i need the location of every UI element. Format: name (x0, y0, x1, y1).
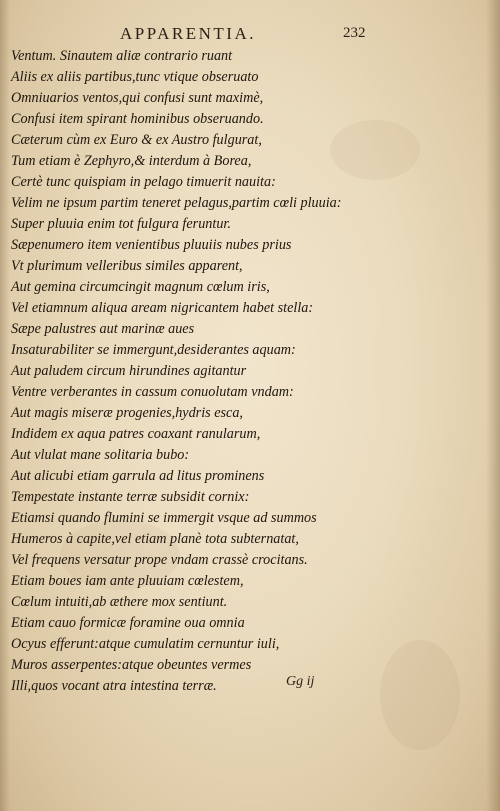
verse-line: Ocyus efferunt:atque cumulatim cernuntur iuli, (11, 636, 280, 652)
verse-line: Etiamsi quando flumini se immergit vsque ad summos (11, 510, 317, 526)
running-title: APPARENTIA. (120, 24, 256, 43)
verse-line: Super pluuia enim tot fulgura feruntur. (11, 216, 231, 232)
verse-text-block (11, 46, 481, 697)
verse-line: Vt plurimum velleribus similes apparent, (11, 258, 243, 274)
verse-line: Sæpe palustres aut marinæ aues (11, 321, 195, 337)
verse-line: Cæterum cùm ex Euro & ex Austro fulgurat, (11, 132, 262, 148)
verse-line: Certè tunc quispiam in pelago timuerit nauita: (11, 174, 276, 190)
verse-line: Aliis ex aliis partibus,tunc vtique obseruato (11, 69, 259, 85)
verse-line: Aut vlulat mane solitaria bubo: (11, 447, 190, 463)
verse-line: Tempestate instante terræ subsidit cornix: (11, 489, 250, 505)
verse-line: Vel etiamnum aliqua aream nigricantem habet stella: (11, 300, 314, 316)
verse-line: Aut paludem circum hirundines agitantur (11, 363, 247, 379)
verse-line: Etiam cauo formicæ foramine oua omnia (11, 615, 245, 631)
signature-mark: Gg ij (286, 674, 315, 689)
verse-line: Tum etiam è Zephyro,& interdum à Borea, (11, 153, 252, 169)
verse-line: Velim ne ipsum partim teneret pelagus,partim cœli pluuia: (11, 195, 342, 211)
verse-line: Humeros à capite,vel etiam planè tota subternatat, (11, 531, 299, 547)
verse-line: Omniuarios ventos,qui confusi sunt maximè, (11, 90, 264, 106)
verse-line: Aut alicubi etiam garrula ad litus prominens (11, 468, 265, 484)
verse-line: Aut gemina circumcingit magnum cœlum iris, (11, 279, 270, 295)
verse-line: Indidem ex aqua patres coaxant ranularum, (11, 426, 261, 442)
verse-line: Cœlum intuiti,ab æthere mox sentiunt. (11, 594, 228, 610)
verse-line: Sæpenumero item venientibus pluuiis nubes prius (11, 237, 292, 253)
verse-line: Ventre verberantes in cassum conuolutam vndam: (11, 384, 294, 400)
verse-line: Muros asserpentes:atque obeuntes vermes (11, 657, 252, 673)
verse-line: Vel frequens versatur prope vndam crassè crocitans. (11, 552, 308, 568)
running-head (0, 24, 500, 44)
verse-line: Illi,quos vocant atra intestina terræ. (11, 678, 217, 694)
page-number: 232 (343, 25, 366, 41)
verse-line: Confusi item spirant hominibus obseruando. (11, 111, 264, 127)
verse-line: Aut magis miseræ progenies,hydris esca, (11, 405, 243, 421)
verse-line: Ventum. Sinautem aliæ contrario ruant (11, 48, 233, 64)
verse-line: Insaturabiliter se immergunt,desiderantes aquam: (11, 342, 296, 358)
verse-line: Etiam boues iam ante pluuiam cœlestem, (11, 573, 244, 589)
